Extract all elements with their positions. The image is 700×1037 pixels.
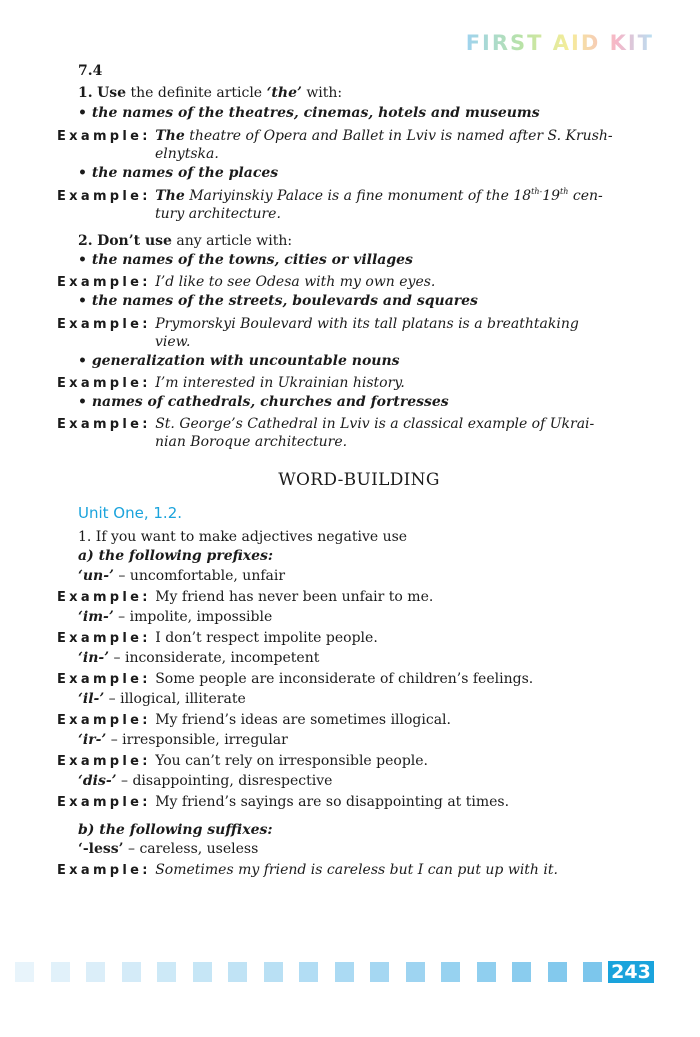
footer-square [335, 962, 354, 982]
footer-gradient-bar [0, 962, 700, 982]
section-number: 7.4 [78, 63, 103, 79]
prefix-line: ‘un-’ – uncomfortable, unfair [78, 568, 286, 584]
word-building-heading: WORD-BUILDING [278, 470, 440, 490]
example-theatre-cont: elnytska. [155, 146, 219, 162]
prefix-line: ‘ir-’ – irresponsible, irregular [78, 732, 288, 748]
bullet-theatres: • the names of the theatres, cinemas, hotels and museums [78, 105, 540, 121]
footer-square [441, 962, 460, 982]
suffix-example: Example: Sometimes my friend is careless but I can put up with it. [57, 862, 558, 878]
prefix-line: ‘il-’ – illogical, illiterate [78, 691, 246, 707]
footer-square [264, 962, 283, 982]
example-label: Example: [57, 189, 151, 204]
example-theatre: Example: The theatre of Opera and Ballet in Lviv is named after S. Krush- [57, 128, 613, 144]
prefix-line: ‘in-’ – inconsiderate, incompetent [78, 650, 320, 666]
prefix-line: ‘dis-’ – disappointing, disrespective [78, 773, 333, 789]
example-label: Example: [57, 417, 151, 432]
example-cathedral: Example: St. George’s Cathedral in Lviv is a classical example of Ukrai- [57, 416, 595, 432]
footer-square [548, 962, 567, 982]
footer-square [477, 962, 496, 982]
example-boulevard-cont: view. [155, 334, 191, 350]
footer-square [193, 962, 212, 982]
prefix-example: Example: My friend’s sayings are so disappointing at times. [57, 794, 510, 810]
bullet-towns: • the names of the towns, cities or villages [78, 252, 413, 268]
example-palace: Example: The Mariyinskiy Palace is a fine monument of the $18^{th-}19th$ cen- [57, 187, 603, 204]
example-label: Example: [57, 754, 151, 769]
example-odesa: Example: I’d like to see Odesa with my own eyes. [57, 274, 436, 290]
footer-square [15, 962, 34, 982]
prefixes-label: a) the following prefixes: [78, 548, 274, 564]
example-label: Example: [57, 631, 151, 646]
example-label: Example: [57, 713, 151, 728]
footer-square [512, 962, 531, 982]
bullet-places: • the names of the places [78, 165, 279, 181]
footer-square [406, 962, 425, 982]
footer-square [51, 962, 70, 982]
bullet-generalization: • generalization with uncountable nouns [78, 353, 400, 369]
prefix-example: Example: I don’t respect impolite people. [57, 630, 378, 646]
prefix-example: Example: My friend’s ideas are sometimes illogical. [57, 712, 451, 728]
footer-square [228, 962, 247, 982]
bullet-streets: • the names of the streets, boulevards and squares [78, 293, 478, 309]
footer-square [583, 962, 602, 982]
prefix-example: Example: You can’t rely on irresponsible people. [57, 753, 429, 769]
example-label: Example: [57, 672, 151, 687]
example-label: Example: [57, 795, 151, 810]
example-label: Example: [57, 590, 151, 605]
example-palace-cont: tury architecture. [155, 206, 281, 222]
suffixes-label: b) the following suffixes: [78, 822, 273, 838]
footer-square [157, 962, 176, 982]
footer-square [370, 962, 389, 982]
prefix-example: Example: Some people are inconsiderate of children’s feelings. [57, 671, 534, 687]
unit-heading: Unit One, 1.2. [78, 504, 183, 522]
wb-intro: 1. If you want to make adjectives negative use [78, 529, 408, 545]
kit-title: FIRST AID KIT [465, 31, 654, 55]
rule-1: 1. Use the definite article ‘the’ with: [78, 85, 343, 101]
example-label: Example: [57, 129, 151, 144]
footer-square [86, 962, 105, 982]
footer-square [122, 962, 141, 982]
suffix-line: ‘-less’ – careless, useless [78, 841, 259, 857]
example-label: Example: [57, 275, 151, 290]
bullet-cathedrals: • names of cathedrals, churches and fortresses [78, 394, 449, 410]
rule-2: 2. Don’t use any article with: [78, 233, 293, 249]
example-label: Example: [57, 317, 151, 332]
prefix-example: Example: My friend has never been unfair to me. [57, 589, 434, 605]
example-label: Example: [57, 376, 151, 391]
example-cathedral-cont: nian Boroque architecture. [155, 434, 348, 450]
footer-square [299, 962, 318, 982]
example-label: Example: [57, 863, 151, 878]
page-number: 243 [608, 961, 654, 983]
example-history: Example: I’m interested in Ukrainian history. [57, 375, 405, 391]
example-boulevard: Example: Prymorskyi Boulevard with its tall platans is a breathtaking [57, 316, 579, 332]
prefix-line: ‘im-’ – impolite, impossible [78, 609, 273, 625]
